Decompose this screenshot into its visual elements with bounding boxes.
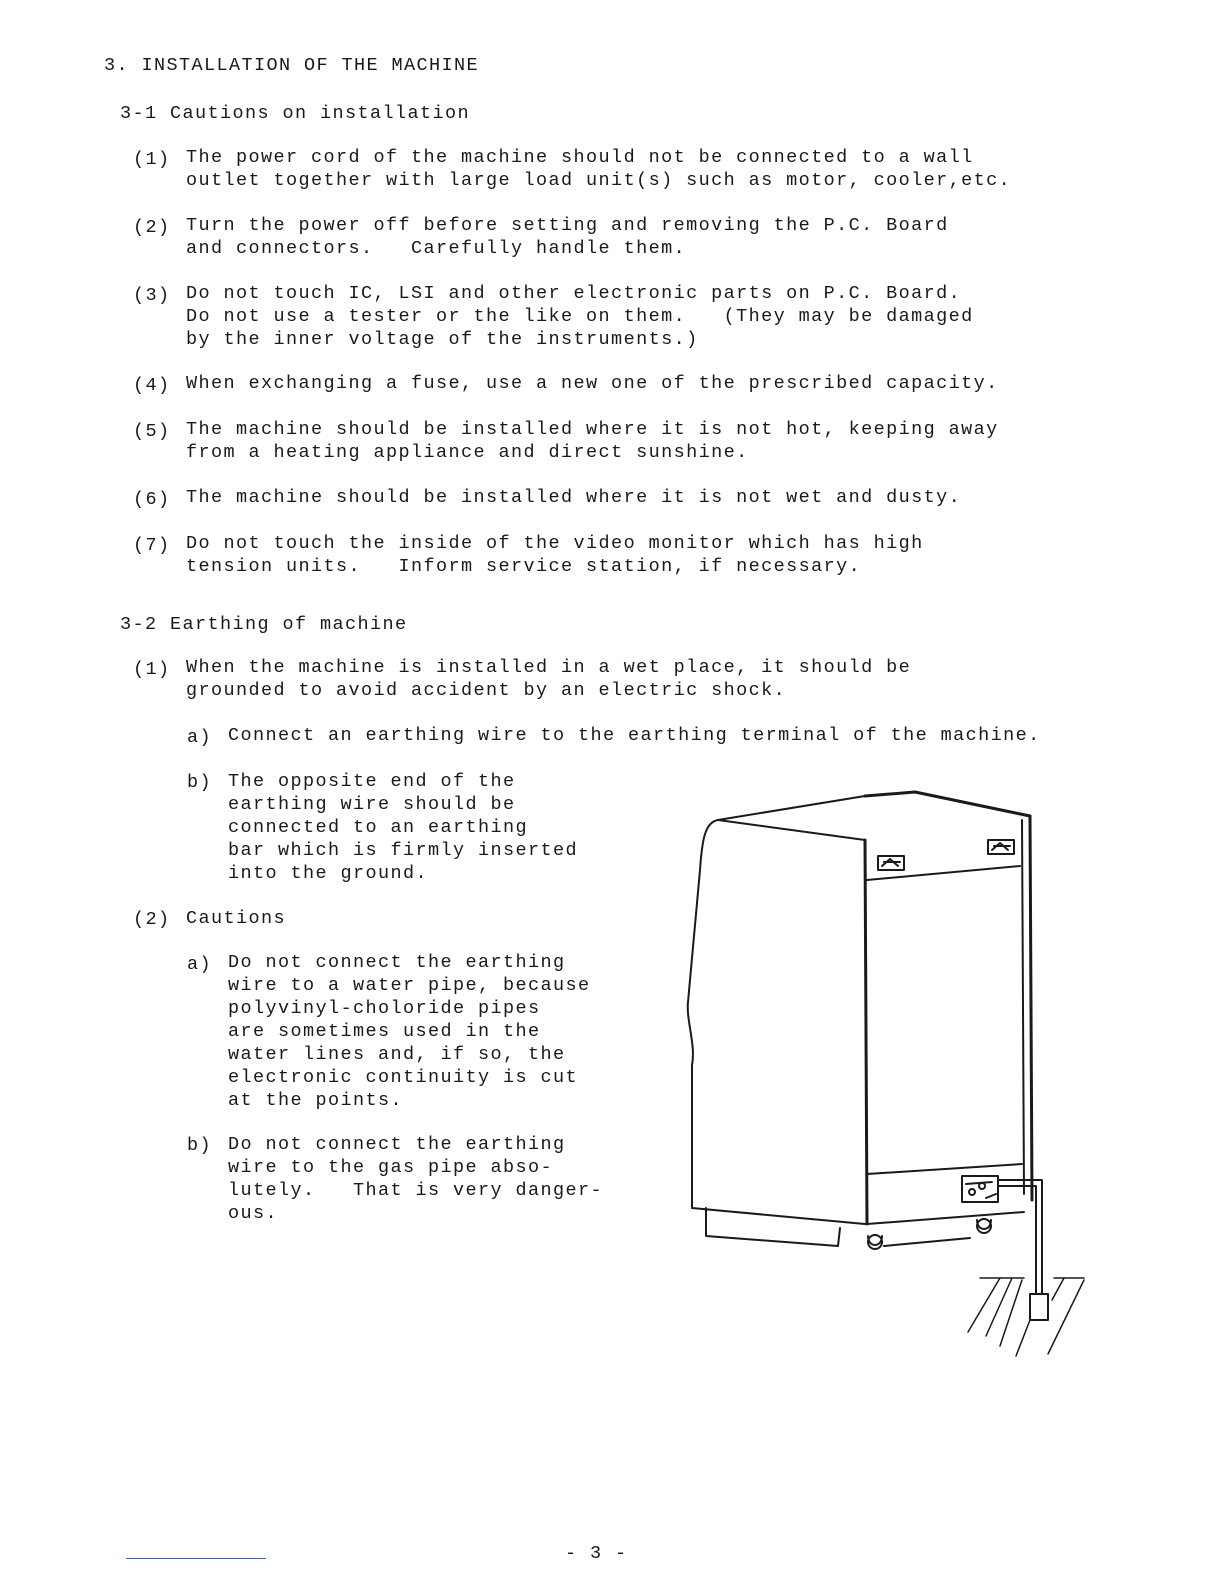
earthing-bar-icon bbox=[1030, 1294, 1048, 1320]
item-number: (5) bbox=[133, 421, 171, 442]
subitem-text: connected to an earthing bbox=[228, 817, 529, 838]
vent-icon bbox=[988, 840, 1014, 854]
item-text: grounded to avoid accident by an electric shock. bbox=[186, 680, 787, 701]
subitem-text: at the points. bbox=[228, 1090, 404, 1111]
earthing-terminal-icon bbox=[962, 1176, 998, 1202]
subitem-text: Do not connect the earthing bbox=[228, 952, 566, 973]
item-text: from a heating appliance and direct sunshine. bbox=[186, 442, 749, 463]
item-text: Turn the power off before setting and removing the P.C. Board bbox=[186, 215, 949, 236]
item-number: (3) bbox=[133, 285, 171, 306]
item-text: The machine should be installed where it is not hot, keeping away bbox=[186, 419, 999, 440]
subitem-text: wire to a water pipe, because bbox=[228, 975, 591, 996]
section-heading: 3. INSTALLATION OF THE MACHINE bbox=[104, 55, 480, 76]
subitem-text: The opposite end of the bbox=[228, 771, 516, 792]
subitem-text: Do not connect the earthing bbox=[228, 1134, 566, 1155]
item-number: (1) bbox=[133, 659, 171, 680]
item-text: When exchanging a fuse, use a new one of the prescribed capacity. bbox=[186, 373, 999, 394]
vent-icon bbox=[878, 856, 904, 870]
item-text: Do not touch IC, LSI and other electronic parts on P.C. Board. bbox=[186, 283, 962, 304]
item-text: The machine should be installed where it is not wet and dusty. bbox=[186, 487, 962, 508]
item-text: tension units. Inform service station, if necessary. bbox=[186, 556, 862, 577]
footer-rule bbox=[126, 1558, 266, 1559]
earthing-wire bbox=[998, 1180, 1042, 1294]
item-number: (2) bbox=[133, 217, 171, 238]
subitem-text: Connect an earthing wire to the earthing terminal of the machine. bbox=[228, 725, 1041, 746]
subsection-title-earthing: 3-2 Earthing of machine bbox=[120, 614, 408, 635]
item-number: (2) bbox=[133, 909, 171, 930]
subitem-marker: b) bbox=[187, 1135, 213, 1156]
item-text: Do not touch the inside of the video monitor which has high bbox=[186, 533, 924, 554]
subitem-text: are sometimes used in the bbox=[228, 1021, 541, 1042]
subitem-text: into the ground. bbox=[228, 863, 429, 884]
item-text: Do not use a tester or the like on them. (They may be damaged bbox=[186, 306, 974, 327]
item-text: by the inner voltage of the instruments.) bbox=[186, 329, 699, 350]
item-text: outlet together with large load unit(s) such as motor, cooler,etc. bbox=[186, 170, 1012, 191]
cabinet-earthing-illustration bbox=[670, 780, 1100, 1370]
item-text: Cautions bbox=[186, 908, 287, 929]
subitem-text: electronic continuity is cut bbox=[228, 1067, 579, 1088]
subsection-title-cautions: 3-1 Cautions on installation bbox=[120, 103, 471, 124]
item-text: The power cord of the machine should not be connected to a wall bbox=[186, 147, 974, 168]
item-number: (1) bbox=[133, 149, 171, 170]
subitem-text: lutely. That is very danger- bbox=[228, 1180, 604, 1201]
ground-hatch-icon bbox=[968, 1278, 1084, 1356]
subitem-text: polyvinyl-choloride pipes bbox=[228, 998, 541, 1019]
cabinet-body bbox=[688, 792, 1032, 1249]
subitem-text: bar which is firmly inserted bbox=[228, 840, 579, 861]
subitem-text: water lines and, if so, the bbox=[228, 1044, 566, 1065]
subitem-text: earthing wire should be bbox=[228, 794, 516, 815]
item-text: When the machine is installed in a wet place, it should be bbox=[186, 657, 912, 678]
subitem-text: ous. bbox=[228, 1203, 279, 1224]
page-number: - 3 - bbox=[565, 1542, 628, 1564]
item-text: and connectors. Carefully handle them. bbox=[186, 238, 687, 259]
item-number: (7) bbox=[133, 535, 171, 556]
subitem-text: wire to the gas pipe abso- bbox=[228, 1157, 554, 1178]
item-number: (4) bbox=[133, 375, 171, 396]
subitem-marker: b) bbox=[187, 772, 213, 793]
item-number: (6) bbox=[133, 489, 171, 510]
subitem-marker: a) bbox=[187, 727, 213, 748]
subitem-marker: a) bbox=[187, 954, 213, 975]
